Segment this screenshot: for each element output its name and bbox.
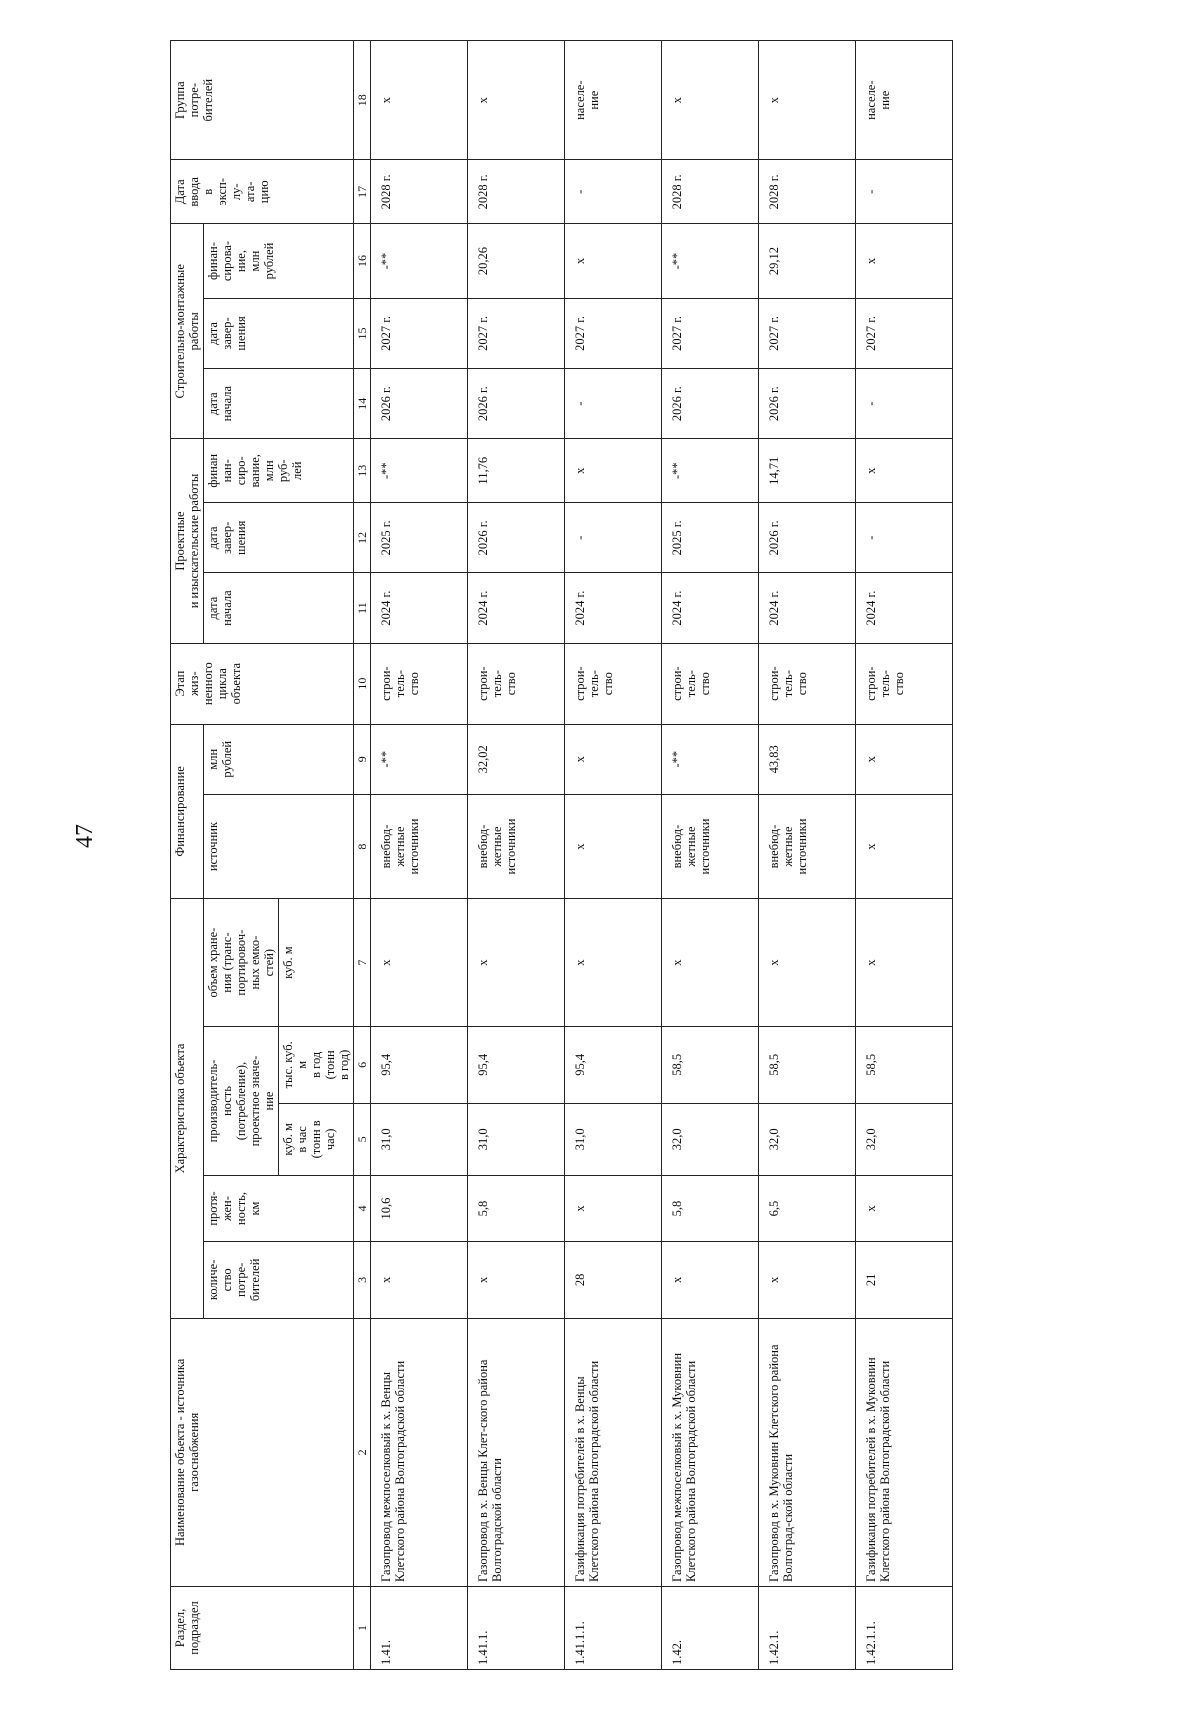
table-cell: внебюд- жетные источники <box>371 794 468 898</box>
table-cell: 21 <box>856 1242 953 1319</box>
table-cell: 20,26 <box>468 224 565 299</box>
column-number: 5 <box>354 1103 371 1175</box>
table-cell: 2024 г. <box>565 573 662 643</box>
table-cell: - <box>856 503 953 573</box>
table-cell: строи- тель- ство <box>468 643 565 724</box>
table-cell: 28 <box>565 1242 662 1319</box>
table-cell: 32,02 <box>468 724 565 794</box>
table-cell: 2026 г. <box>662 369 759 439</box>
header-cap-hour: куб. м в час (тонн в час) <box>279 1103 354 1175</box>
table-cell: х <box>565 899 662 1027</box>
header-capacity: производитель- ность (потребление), проектное значе- ние <box>204 1027 279 1176</box>
table-row <box>662 41 759 1670</box>
table-cell: 2027 г. <box>662 298 759 368</box>
table-cell: 2024 г. <box>856 573 953 643</box>
table-cell: х <box>565 724 662 794</box>
header-construction: Строительно-монтажные работы <box>171 224 204 439</box>
header-commission: Дата ввода в эксп- лу- ата- цию <box>171 160 354 224</box>
table-cell: строи- тель- ство <box>662 643 759 724</box>
table-cell: 32,0 <box>662 1103 759 1175</box>
table-cell: 1.42. <box>662 1586 759 1669</box>
table-cell: - <box>565 160 662 224</box>
table-cell: 31,0 <box>565 1103 662 1175</box>
column-number: 1 <box>354 1586 371 1669</box>
header-constr-fin: финан- сирова- ние, млн рублей <box>204 224 354 299</box>
table-cell: 2026 г. <box>759 503 856 573</box>
table-cell: 10,6 <box>371 1176 468 1242</box>
table-cell: х <box>565 224 662 299</box>
table-cell: х <box>565 439 662 503</box>
table-cell: х <box>371 899 468 1027</box>
column-number: 16 <box>354 224 371 299</box>
header-characteristics: Характеристика объекта <box>171 899 204 1318</box>
column-number: 10 <box>354 643 371 724</box>
column-number: 9 <box>354 724 371 794</box>
table-cell: Газификация потребителей в х. Венцы Клетского района Волгоградской области <box>565 1318 662 1586</box>
column-number: 4 <box>354 1176 371 1242</box>
table-cell: - <box>856 160 953 224</box>
table-cell: Газопровод межпоселковый к х. Венцы Клетского района Волгоградской области <box>371 1318 468 1586</box>
table-cell: х <box>662 41 759 160</box>
table-cell: 2027 г. <box>856 298 953 368</box>
table-cell: - <box>565 503 662 573</box>
table-cell: 1.42.1. <box>759 1586 856 1669</box>
table-cell: -** <box>371 724 468 794</box>
header-source: источник <box>204 794 354 898</box>
table-cell: 1.42.1.1. <box>856 1586 953 1669</box>
table-cell: 2027 г. <box>759 298 856 368</box>
column-number: 6 <box>354 1027 371 1104</box>
table-cell: 95,4 <box>468 1027 565 1104</box>
column-number: 12 <box>354 503 371 573</box>
table-cell: Газопровод в х. Венцы Клет-ского района Волгоградской области <box>468 1318 565 1586</box>
rotated-table-container <box>170 40 1000 1670</box>
column-number: 3 <box>354 1242 371 1319</box>
table-cell: 32,0 <box>856 1103 953 1175</box>
column-number: 13 <box>354 439 371 503</box>
table-cell: 6,5 <box>759 1176 856 1242</box>
table-cell: 31,0 <box>371 1103 468 1175</box>
table-row <box>371 41 468 1670</box>
table-cell: внебюд- жетные источники <box>759 794 856 898</box>
table-cell: -** <box>662 724 759 794</box>
table-cell: Газопровод в х. Муковнин Клетского района Волгоград-ской области <box>759 1318 856 1586</box>
column-numbers-row <box>354 41 371 1670</box>
table-cell: 2026 г. <box>759 369 856 439</box>
table-cell: х <box>662 1242 759 1319</box>
table-row <box>468 41 565 1670</box>
table-cell: х <box>856 899 953 1027</box>
header-name: Наименование объекта - источника газоснабжения <box>171 1318 354 1586</box>
header-storage: объем хране- ния (транс- портировоч- ных емко- стей) <box>204 899 279 1027</box>
table-cell: х <box>759 899 856 1027</box>
table-cell: 1.41.1.1. <box>565 1586 662 1669</box>
table-cell: 2027 г. <box>468 298 565 368</box>
table-cell: 2026 г. <box>468 503 565 573</box>
table-cell: 2024 г. <box>759 573 856 643</box>
table-cell: 31,0 <box>468 1103 565 1175</box>
column-number: 18 <box>354 41 371 160</box>
header-constr-start: дата начала <box>204 369 354 439</box>
table-cell: -** <box>662 439 759 503</box>
table-cell: х <box>371 1242 468 1319</box>
table-cell: Газификация потребителей в х. Муковнин Клетского района Волгоградской области <box>856 1318 953 1586</box>
table-cell: 2027 г. <box>565 298 662 368</box>
column-number: 17 <box>354 160 371 224</box>
table-cell: 2025 г. <box>662 503 759 573</box>
header-constr-end: дата завер- шения <box>204 298 354 368</box>
header-consumer-group: Группа потре- бителей <box>171 41 354 160</box>
table-cell: х <box>371 41 468 160</box>
header-design: Проектные и изыскательские работы <box>171 439 204 643</box>
table-cell: 2026 г. <box>468 369 565 439</box>
table-cell: 14,71 <box>759 439 856 503</box>
table-cell: 5,8 <box>468 1176 565 1242</box>
column-number: 7 <box>354 899 371 1027</box>
table-cell: строи- тель- ство <box>565 643 662 724</box>
header-design-fin: финан нан- сиро- вание, млн руб- лей <box>204 439 354 503</box>
table-cell: населе- ние <box>565 41 662 160</box>
header-design-end: дата завер- шения <box>204 503 354 573</box>
table-cell: внебюд- жетные источники <box>468 794 565 898</box>
table-cell: х <box>856 224 953 299</box>
page-number: 47 <box>72 824 98 848</box>
table-cell: 2028 г. <box>662 160 759 224</box>
table-cell: 58,5 <box>662 1027 759 1104</box>
table-cell: 58,5 <box>759 1027 856 1104</box>
table-cell: 2026 г. <box>371 369 468 439</box>
header-design-start: дата начала <box>204 573 354 643</box>
table-cell: 2024 г. <box>371 573 468 643</box>
table-row <box>759 41 856 1670</box>
table-cell: х <box>565 794 662 898</box>
gas-supply-table <box>170 40 953 1670</box>
table-cell: х <box>856 439 953 503</box>
table-cell: - <box>856 369 953 439</box>
header-stage: Этап жиз- ненного цикла объекта <box>171 643 354 724</box>
table-cell: населе- ние <box>856 41 953 160</box>
table-cell: 58,5 <box>856 1027 953 1104</box>
table-cell: 95,4 <box>565 1027 662 1104</box>
header-mln: млн рублей <box>204 724 354 794</box>
table-cell: внебюд- жетные источники <box>662 794 759 898</box>
header-financing: Финансирование <box>171 724 204 899</box>
header-section: Раздел, подраздел <box>171 1586 354 1669</box>
table-cell: 2028 г. <box>468 160 565 224</box>
table-cell: 2028 г. <box>371 160 468 224</box>
table-cell: 11,76 <box>468 439 565 503</box>
table-cell: х <box>468 41 565 160</box>
column-number: 14 <box>354 369 371 439</box>
table-cell: Газопровод межпоселковый к х. Муковнин Клетского района Волгоградской области <box>662 1318 759 1586</box>
table-cell: х <box>759 41 856 160</box>
table-cell: х <box>856 1176 953 1242</box>
table-row <box>856 41 953 1670</box>
table-cell: -** <box>371 439 468 503</box>
table-cell: х <box>468 899 565 1027</box>
table-cell: 1.41. <box>371 1586 468 1669</box>
column-number: 15 <box>354 298 371 368</box>
header-length: протя- жен- ность, км <box>204 1176 354 1242</box>
header-storage-unit: куб. м <box>279 899 354 1027</box>
table-cell: 1.41.1. <box>468 1586 565 1669</box>
header-cap-year: тыс. куб. м в год (тонн в год) <box>279 1027 354 1104</box>
table-cell: - <box>565 369 662 439</box>
table-cell: х <box>856 724 953 794</box>
column-number: 11 <box>354 573 371 643</box>
table-cell: -** <box>662 224 759 299</box>
table-cell: 2024 г. <box>662 573 759 643</box>
table-cell: 32,0 <box>759 1103 856 1175</box>
table-cell: 2024 г. <box>468 573 565 643</box>
table-cell: 43,83 <box>759 724 856 794</box>
table-cell: 5,8 <box>662 1176 759 1242</box>
table-cell: х <box>565 1176 662 1242</box>
header-consumers-count: количе- ство потре- бителей <box>204 1242 354 1319</box>
table-cell: х <box>662 899 759 1027</box>
table-cell: строи- тель- ство <box>759 643 856 724</box>
table-cell: 2028 г. <box>759 160 856 224</box>
table-cell: х <box>856 794 953 898</box>
table-row <box>565 41 662 1670</box>
table-cell: строи- тель- ство <box>856 643 953 724</box>
table-cell: -** <box>371 224 468 299</box>
table-cell: 29,12 <box>759 224 856 299</box>
table-cell: х <box>468 1242 565 1319</box>
table-cell: 2025 г. <box>371 503 468 573</box>
table-cell: х <box>759 1242 856 1319</box>
column-number: 8 <box>354 794 371 898</box>
table-cell: строи- тель- ство <box>371 643 468 724</box>
table-cell: 95,4 <box>371 1027 468 1104</box>
column-number: 2 <box>354 1318 371 1586</box>
table-cell: 2027 г. <box>371 298 468 368</box>
